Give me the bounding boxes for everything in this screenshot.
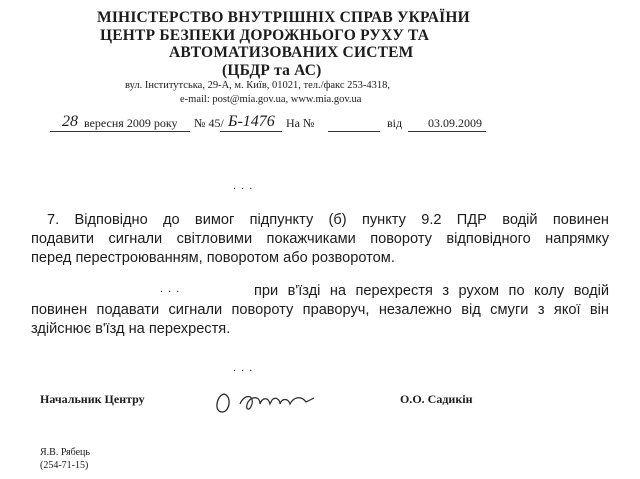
ministry-title: МІНІСТЕРСТВО ВНУТРІШНІХ СПРАВ УКРАЇНИ [97,9,470,26]
center-title-line-2: АВТОМАТИЗОВАНИХ СИСТЕМ [169,44,414,61]
ellipsis-inline: . . . [160,283,181,295]
signatory-title: Начальник Центру [40,392,145,406]
handwritten-signature [210,382,330,422]
paragraph-7 [31,211,609,268]
ref-day: 28 [62,113,78,130]
paragraph-roundabout [31,282,609,339]
reference-row [50,113,500,134]
ref-vid-label: від [387,116,403,130]
paragraph-7-line-3: перед перестроюванням, поворотом або розворотом. [31,250,395,266]
paragraph-7-line-1: 7. Відповідно до вимог підпункту (б) пункту 9.2 ПДР водій повинен [47,212,609,228]
center-title-line-1: ЦЕНТР БЕЗПЕКИ ДОРОЖНЬОГО РУХУ ТА [100,27,430,44]
ref-month-year: вересня 2009 року [84,116,178,130]
executor-phone: (254-71-15) [40,460,89,471]
ref-vid-date: 03.09.2009 [428,116,482,130]
ref-number-prefix: № 45/ [194,116,224,130]
address-line: вул. Інститутська, 29-А, м. Київ, 01021, тел./факс 253-4318, [125,80,391,91]
paragraph-roundabout-line-2: повинен подавати сигнали повороту праворуч, незалежно від смуги з якої він [31,302,609,318]
paragraph-roundabout-line-3: здійснює в'їзд на перехрестя. [31,321,231,337]
email-line: e-mail: post@mia.gov.ua, www.mia.gov.ua [180,94,362,105]
paragraph-7-line-2: подавити сигнали світловими покажчиками повороту відповідного напрямку [31,231,609,247]
ref-number-handwritten: Б-1476 [228,113,275,130]
underline-number [220,131,282,132]
signatory-name: О.О. Садикін [400,392,473,406]
underline-vid [408,131,486,132]
paragraph-roundabout-line-1: при в'їзді на перехрестя з рухом по колу водій [254,283,609,299]
center-abbreviation: (ЦБДР та АС) [222,62,322,79]
underline-date [50,131,190,132]
ellipsis-top: . . . [233,180,254,192]
executor-name: Я.В. Рябець [40,447,90,458]
ellipsis-bottom: . . . [233,362,254,374]
ref-na-label: На № [286,116,315,130]
underline-na [328,131,380,132]
